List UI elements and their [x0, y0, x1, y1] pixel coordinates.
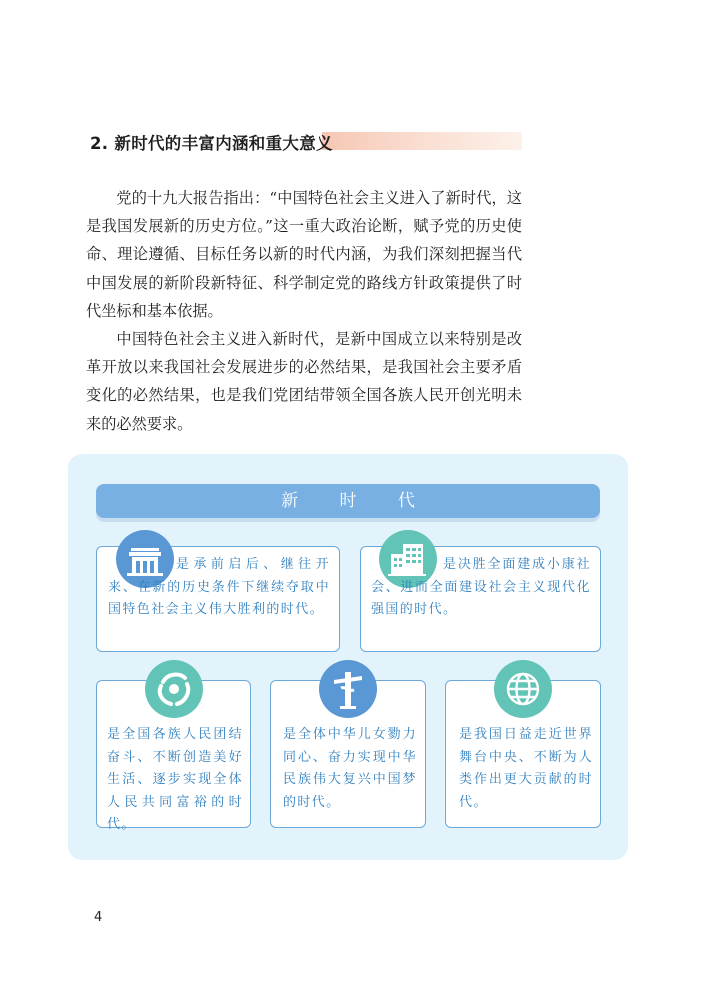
card-5-text: 是我国日益走近世界舞台中央、不断为人类作出更大贡献的时代。 — [459, 727, 593, 810]
infographic-banner — [96, 484, 600, 518]
section-heading — [90, 130, 522, 152]
page-number: 4 — [94, 910, 103, 925]
paragraph-1: 党的十九大报告指出：“中国特色社会主义进入了新时代，这是我国发展新的历史方位。”这一重大政治论断，赋予党的历史使命、理论遵循、目标任务以新的时代内涵，为我们深刻把握当代中国发展的新阶段新特征、科学制定党的路线方针政策提供了时代坐标和基本依据。 — [86, 189, 522, 320]
card-4-text: 是全体中华儿女勠力同心、奋力实现中华民族伟大复兴中国梦的时代。 — [283, 727, 417, 810]
heading-accent-bar — [322, 132, 522, 150]
globe-icon — [494, 660, 552, 718]
card-2-text: 是决胜全面建成小康社会、进而全面建设社会主义现代化强国的时代。 — [371, 557, 591, 617]
section-title: 2. 新时代的丰富内涵和重大意义 — [90, 134, 333, 153]
paragraph-2: 中国特色社会主义进入新时代，是新中国成立以来特别是改革开放以来我国社会发展进步的必然结果，是我国社会主要矛盾变化的必然结果，也是我们党团结带领全国各族人民开创光明未来的必然要求。 — [86, 330, 522, 433]
banner-title: 新 时 代 — [281, 491, 433, 511]
joined-hands-icon — [145, 660, 203, 718]
body-text — [86, 184, 522, 438]
card-3-text: 是全国各族人民团结奋斗、不断创造美好生活、逐步实现全体人民共同富裕的时代。 — [107, 727, 243, 832]
huabiao-pillar-icon — [319, 660, 377, 718]
card-1-text: 是承前启后、继往开来、在新的历史条件下继续夺取中国特色社会主义伟大胜利的时代。 — [108, 557, 330, 617]
